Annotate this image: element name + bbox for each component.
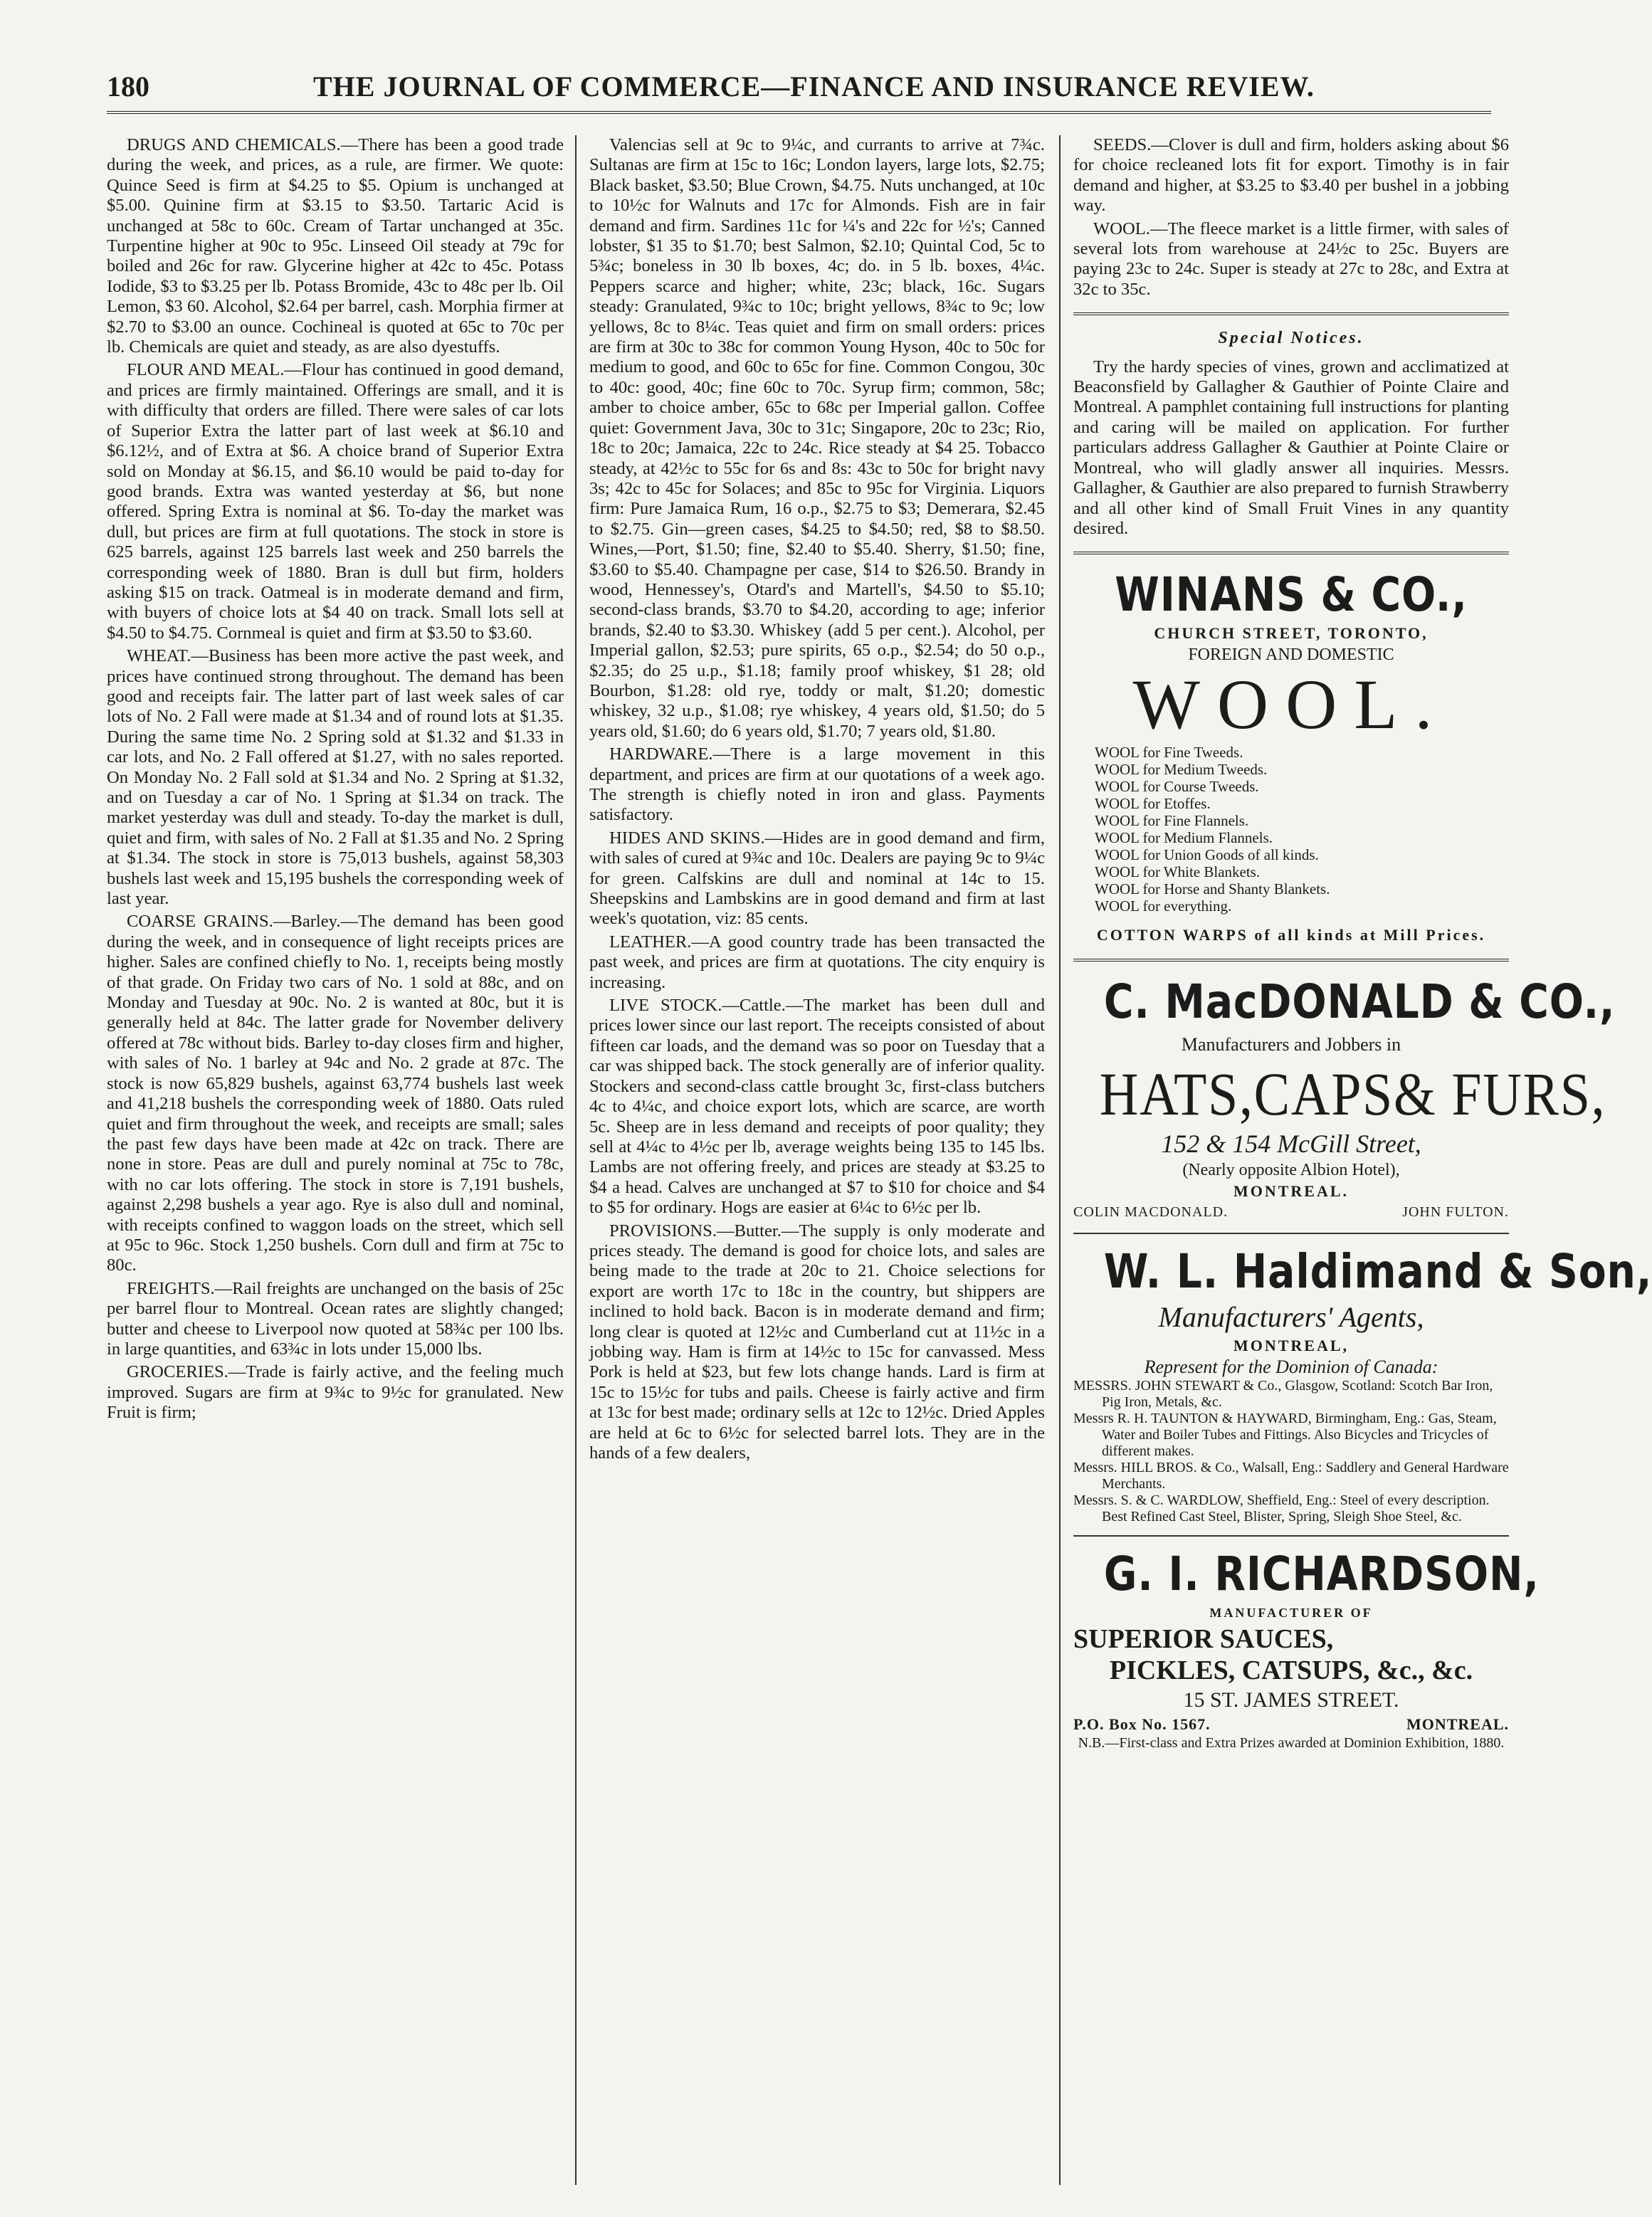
wheat-report: WHEAT.—Business has been more active the past week, and prices have continued strong throughout. The demand has been good and receipts fair. The latter part of last week sales of car lots of No. 2 Fall were made at $1.34 and of round lots at $1.35. During the same time No. 2 Spring sold at $1.32 and $1.33 in car lots, and No. 2 Fall offered at $1.27, with no sales reported. On Monday No. 2 Fall sold at $1.34 and No. 2 Spring at $1.32, and on Tuesday a car of No. 1 Spring at $1.34 on track. The market yesterday was dull and steady. To-day the market is dull, quiet and firm, with sales of No. 2 Fall at $1.35 and No. 2 Spring at $1.34. The stock in store is 75,013 bushels, against 58,303 bushels last week and 15,195 bushels the corresponding week of last year. (107, 646, 564, 909)
list-item: Messrs. HILL BROS. & Co., Walsall, Eng.: Saddlery and General Hardware Merchants. (1073, 1459, 1509, 1492)
special-notices-text: Try the hardy species of vines, grown and acclimatized at Beaconsfield by Gallagher & Gauthier of Pointe Claire and Montreal. A pamphlet containing full instructions for planting and caring will be mailed on application. For further particulars address Gallagher & Gauthier at Pointe Claire or Montreal, who will gladly answer all inquiries. Messrs. Gallagher, & Gauthier are also prepared to furnish Strawberry and all other kind of Small Fruit Vines in any quantity desired. (1073, 357, 1509, 538)
richardson-address: 15 ST. JAMES STREET. (1183, 1687, 1399, 1712)
richardson-line: MANUFACTURER OF (1209, 1605, 1373, 1620)
groceries-report: GROCERIES.—Trade is fairly active, and the feeling much improved. Sugars are firm at 9¾c to 9½c for granulated. New Fruit is firm; (107, 1362, 564, 1423)
winans-address: CHURCH STREET, TORONTO, (1154, 624, 1429, 643)
richardson-name: G. I. RICHARDSON, (1103, 1546, 1540, 1601)
list-item: WOOL for Course Tweeds. (1095, 778, 1259, 796)
leather-report: LEATHER.—A good country trade has been transacted the past week, and prices are firm at quotations. The city enquiry is increasing. (589, 932, 1045, 992)
section-rule (1073, 959, 1509, 962)
macdonald-name: C. MacDONALD & CO., (1103, 974, 1616, 1030)
haldimand-title: Manufacturers' Agents, (1158, 1300, 1424, 1333)
winans-footer: COTTON WARPS of all kinds at Mill Prices. (1096, 926, 1486, 944)
macdonald-city: MONTREAL. (1233, 1182, 1350, 1201)
drugs-chemicals-report: DRUGS AND CHEMICALS.—There has been a good trade during the week, and prices, as a rule, are firmer. We quote: Quince Seed is firm at $4.25 to $5. Opium is unchanged at $5.00. Quinine firm at $3.15 to $3.50. Tartaric Acid is unchanged at 58c to 60c. Cream of Tartar unchanged at 35c. Turpentine higher at 90c to 95c. Linseed Oil steady at 79c for boiled and 26c for raw. Glycerine higher at 42c to 45c. Potass Iodide, $3 to $3.25 per lb. Potass Bromide, 43c to 48c per lb. Oil Lemon, $3 60. Alcohol, $2.64 per barrel, cash. Morphia firmer at $2.70 to $3.00 an ounce. Cochineal is quoted at 65c to 70c per lb. Chemicals are quiet and steady, as are also dyestuffs. (107, 135, 564, 357)
haldimand-advertisement (1073, 1243, 1652, 1525)
haldimand-agencies (1073, 1378, 1509, 1525)
haldimand-represent: Represent for the Dominion of Canada: (1144, 1356, 1438, 1377)
seeds-report: SEEDS.—Clover is dull and firm, holders asking about $6 for choice recleaned lots fit for export. Timothy is in fair demand and higher, at $3.25 to $3.40 per bushel in a jobbing way. (1073, 135, 1509, 216)
winans-advertisement (1073, 567, 1509, 946)
list-item: WOOL for Etoffes. (1095, 795, 1211, 813)
list-item: WOOL for White Blankets. (1095, 863, 1261, 881)
winans-subtitle: FOREIGN AND DOMESTIC (1188, 646, 1394, 665)
groceries-continued: Valencias sell at 9c to 9¼c, and currants to arrive at 7¾c. Sultanas are firm at 15c to 16c; London layers, large lots, $2.75; Black basket, $3.50; Blue Crown, $4.75. Nuts unchanged, at 10c to 10½c for Walnuts and 17c for Almonds. Fish are in fair demand and firm. Sardines 11c for ¼'s and 22c for ½'s; Canned lobster, $1 35 to $1.70; best Salmon, $2.10; Quintal Cod, 5c to 5¾c; boneless in 30 lb boxes, 4c; do. in 5 lb. boxes, 4¼c. Peppers scarce and higher; white, 23c; black, 16c. Sugars steady: Granulated, 9¾c to 10c; bright yellows, 8¾c to 9c; low yellows, 8c to 8¼c. Teas quiet and firm on small orders: prices are firm at 30c to 38c for common Young Hyson, 40c to 50c for medium to good, and 60c to 65c for fine. Common Congou, 30c to 40c: good, 40c; fine 60c to 70c. Syrup firm; common, 58c; amber to choice amber, 65c to 68c per Imperial gallon. Coffee quiet: Government Java, 30c to 31c; Singapore, 20c to 23c; Rio, 18c to 20c; Jamaica, 22c to 24c. Rice steady at $4 25. Tobacco steady, at 42½c to 55c for 6s and 8s: 43c to 50c for bright navy 3s; 42c to 45c for Solaces; and 85c to 95c for Virginia. Liquors firm: Pure Jamaica Rum, 16 o.p., $2.75 to $3; Demerara, $2.45 to $2.75. Gin—green cases, $4.25 to $4.50; red, $8 to $8.50. Wines,—Port, $1.50; fine, $2.40 to $5.40. Sherry, $1.50; fine, $3.60 to $5.40. Champagne per case, $14 to $26.50. Brandy in wood, Hennessey's, Otard's and Martell's, $4.50 to $5.10; second-class brands, $3.70 to $4.20, according to age; inferior brands, $2.40 to $3.30. Whiskey (add 5 per cent.). Alcohol, per Imperial gallon, $2.53; pure spirits, 65 o.p., $2.54; do 50 o.p., $2.35; do 25 u.p., $1.18; family proof whiskey, $1 28; old Bourbon, $1.28: old rye, toddy or malt, $1.20; domestic whiskey, 32 u.p., $1.08; rye whiskey, 4 years old, $1.50; do 5 years old, $1.60; do 6 years old, $1.70; 7 years old, $1.80. (589, 135, 1045, 741)
richardson-contact (1073, 1715, 1509, 1734)
haldimand-city: MONTREAL, (1233, 1336, 1350, 1354)
richardson-city: MONTREAL. (1406, 1715, 1509, 1733)
column-divider (1059, 135, 1061, 2185)
richardson-note: N.B.—First-class and Extra Prizes awarded at Dominion Exhibition, 1880. (1078, 1735, 1505, 1752)
freights-report: FREIGHTS.—Rail freights are unchanged on the basis of 25c per barrel flour to Montreal. Ocean rates are slightly changed; butter and cheese to Liverpool now quoted at 58¾c per 100 lbs. in large quantities, and 63¾c in lots under 15,000 lbs. (107, 1278, 564, 1359)
macdonald-hats-caps-furs: HATS,CAPS& FURS, (1099, 1060, 1606, 1129)
column-divider (575, 135, 577, 2185)
winans-name: WINANS & CO., (1115, 567, 1468, 623)
richardson-box: P.O. Box No. 1567. (1073, 1715, 1211, 1733)
hides-skins-report: HIDES AND SKINS.—Hides are in good demand and firm, with sales of cured at 9¾c and 10c. Dealers are paying 9c to 9¼c for green. Calfskins are dull and nominal at 14c to 15. Sheepskins and Lambskins are in good demand and firm at last week's quotation, viz: 85 cents. (589, 828, 1045, 929)
list-item: Messrs. S. & C. WARDLOW, Sheffield, Eng.: Steel of every description. Best Refined Cast Steel, Blister, Spring, Sleigh Shoe Steel, &c. (1073, 1492, 1490, 1524)
running-title: THE JOURNAL OF COMMERCE—FINANCE AND INSURANCE REVIEW. (313, 70, 1315, 102)
list-item: WOOL for Medium Flannels. (1095, 829, 1273, 847)
special-notices-heading: Special Notices. (1218, 329, 1364, 348)
left-column (107, 135, 564, 2185)
coarse-grains-report: COARSE GRAINS.—Barley.—The demand has been good during the week, and in consequence of light receipts prices are higher. Sales are confined chiefly to No. 1, receipts being mostly of that grade. On Friday two cars of No. 1 sold at 88c, and on Monday and Tuesday at 90c. No. 2 is wanted at 80c, but it is generally held at 84c. The latter grade for November delivery offered at 78c without bids. Barley to-day closes firm and higher, with sales of No. 1 barley at 94c and No. 2 grade at 87c. The stock is now 65,829 bushels, against 63,774 bushels last week and 41,218 bushels the corresponding week of 1880. Oats ruled quiet and firm throughout the week, and receipts are small; sales the past few days have been made at 42c on track. There are none in store. Peas are dull and purely nominal at 75c to 78c, with no car lots offering. The stock in store is 7,191 bushels, against 2,298 bushels a year ago. Rye is also dull and nominal, with receipts confined to waggon loads on the street, which sell at 95c to 96c. Stock 1,250 bushels. Corn dull and firm at 75c to 80c. (107, 912, 564, 1275)
live-stock-report: LIVE STOCK.—Cattle.—The market has been dull and prices lower since our last report. The receipts consisted of about fifteen car loads, and the demand was so poor on Tuesday that a car was shipped back. The stock generally are of inferior quality. Stockers and second-class cattle brought 3c, first-class butchers 4c to 4¼c, and choice export lots, which are scarce, are worth 5c. Sheep are in less demand and receipts of poor quality; they sell at 4¼c to 4½c per lb, average weights being 135 to 145 lbs. Lambs are not offering freely, and prices are steady at $3.25 to $4 a head. Calves are unchanged at $7 to $10 for choice and $4 to $5 for ordinary. Hogs are easier at 6¼c to 6½c per lb. (589, 996, 1045, 1218)
macdonald-line: Manufacturers and Jobbers in (1181, 1034, 1401, 1055)
partner-name: JOHN FULTON. (1402, 1204, 1509, 1221)
winans-wool-list (1073, 744, 1509, 915)
right-column (1073, 135, 1652, 2185)
partner-name: COLIN MACDONALD. (1073, 1204, 1229, 1221)
list-item: WOOL for Union Goods of all kinds. (1095, 846, 1319, 864)
section-rule (1073, 1233, 1509, 1234)
list-item: Messrs R. H. TAUNTON & HAYWARD, Birmingham, Eng.: Gas, Steam, Water and Boiler Tubes and Fittings. Also Bicycles and Tricycles of different makes. (1073, 1410, 1497, 1459)
winans-wool-title: WOOL. (1132, 665, 1450, 744)
wool-report: WOOL.—The fleece market is a little firmer, with sales of several lots from warehouse at 24½c to 25c. Buyers are paying 23c to 24c. Super is steady at 27c to 28c, and Extra at 32c to 35c. (1073, 218, 1509, 299)
list-item: WOOL for everything. (1095, 897, 1232, 915)
macdonald-partners (1073, 1202, 1509, 1222)
list-item: WOOL for Medium Tweeds. (1095, 761, 1268, 779)
richardson-advertisement (1073, 1546, 1540, 1752)
macdonald-note: (Nearly opposite Albion Hotel), (1182, 1161, 1400, 1180)
macdonald-advertisement (1073, 974, 1616, 1222)
list-item: WOOL for Horse and Shanty Blankets. (1095, 880, 1330, 898)
hardware-report: HARDWARE.—There is a large movement in this department, and prices are firm at our quotations of a week ago. The strength is chiefly noted in iron and glass. Payments satisfactory. (589, 744, 1045, 825)
provisions-report: PROVISIONS.—Butter.—The supply is only moderate and prices steady. The demand is good for choice lots, and sales are being made to the trade at 20c to 21. Choice selections for export are worth 17c to 18c in the country, but shippers are inclined to hold back. Bacon is in moderate demand and firm; long clear is quoted at 12½c and Cumberland cut at 11½c in a jobbing way. Ham is firm at 14½c to 15c for canvassed. Mess Pork is held at $23, but few lots change hands. Lard is firm at 15c to 15½c for tubs and pails. Cheese is fairly active and firm at 13c for best made; ordinary sells at 12c to 12½c. Dried Apples are held at 6c to 6½c for selected barrel lots. They are in the hands of a few dealers, (589, 1221, 1045, 1463)
header-rule (107, 111, 1491, 114)
flour-meal-report: FLOUR AND MEAL.—Flour has continued in good demand, and prices are firmly maintained. Offerings are small, and it is with difficulty that orders are filled. There were sales of car lots of Superior Extra the latter part of last week at $6.10 and $6.12½, and of Extra at $6. A choice brand of Superior Extra sold on Monday at $6.15, and $6.10 would be paid to-day for good brands. Extra was wanted yesterday at $6, but none offered. Spring Extra is nominal at $6. To-day the market was dull, but prices are firm at full quotations. The stock in store is 625 barrels, against 125 barrels last week and 250 barrels the corresponding week of 1880. Bran is dull but firm, holders asking $15 on track. Oatmeal is in moderate demand and firm, with buyers of choice lots at $4 40 on track. Small lots sell at $4.50 to $4.75. Cornmeal is quiet and firm at $3.50 to $3.60. (107, 360, 564, 643)
list-item: WOOL for Fine Tweeds. (1095, 744, 1243, 762)
section-rule (1073, 1535, 1509, 1537)
list-item: MESSRS. JOHN STEWART & Co., Glasgow, Scotland: Scotch Bar Iron, Pig Iron, Metals, &c. (1073, 1377, 1493, 1410)
section-rule (1073, 552, 1509, 554)
page-header (107, 65, 1491, 105)
macdonald-address: 152 & 154 McGill Street, (1161, 1129, 1421, 1159)
richardson-sauces: SUPERIOR SAUCES, (1073, 1623, 1334, 1654)
section-rule (1073, 312, 1509, 315)
list-item: WOOL for Fine Flannels. (1095, 812, 1249, 830)
haldimand-name: W. L. Haldimand & Son, (1103, 1243, 1652, 1299)
page-number: 180 (107, 70, 149, 102)
richardson-pickles: PICKLES, CATSUPS, &c., &c. (1109, 1655, 1473, 1685)
middle-column (589, 135, 1045, 2185)
